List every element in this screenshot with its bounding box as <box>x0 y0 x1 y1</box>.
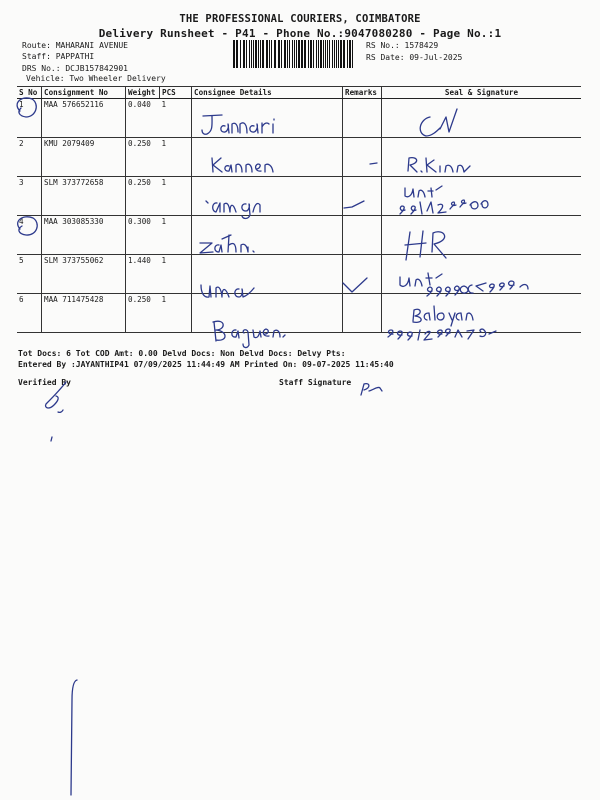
barcode-bar <box>233 40 235 68</box>
barcode-bar <box>329 40 330 68</box>
staff-label: Staff: PAPPATHI <box>22 52 95 61</box>
verified-signature-mark <box>46 382 66 441</box>
cell-sno: 6 <box>17 294 42 333</box>
barcode-bar <box>327 40 328 68</box>
staff-signature-mark <box>361 384 382 395</box>
barcode-bar <box>284 40 286 68</box>
cell-consignee <box>192 255 343 294</box>
cell-consignee <box>192 99 343 138</box>
barcode-bar <box>294 40 295 68</box>
col-remarks: Remarks <box>343 87 382 99</box>
barcode-bar <box>287 40 288 68</box>
col-weight: Weight <box>126 87 160 99</box>
barcode-bar <box>246 40 247 68</box>
cell-signature <box>382 294 582 333</box>
barcode-bar <box>347 40 348 68</box>
col-consignment: Consignment No <box>42 87 126 99</box>
vehicle-label: Vehicle: Two Wheeler Delivery <box>26 74 166 83</box>
cell-consignment: MAA 711475428 <box>42 294 126 333</box>
cell-consignee <box>192 177 343 216</box>
cell-consignment: SLM 373772658 <box>42 177 126 216</box>
cell-consignment: MAA 303085330 <box>42 216 126 255</box>
cell-remarks <box>343 294 382 333</box>
barcode-bar <box>240 40 241 68</box>
cell-remarks <box>343 177 382 216</box>
cell-sno: 1 <box>17 99 42 138</box>
table-row <box>17 99 581 138</box>
totals-line: Tot Docs: 6 Tot COD Amt: 0.00 Delvd Docs: Non Delvd Docs: Delvy Pts: <box>18 349 346 358</box>
stray-pen-mark <box>71 680 77 795</box>
barcode-bar <box>334 40 335 68</box>
staff-signature-label: Staff Signature <box>279 378 352 387</box>
barcode-bar <box>308 40 309 68</box>
barcode-bar <box>281 40 282 68</box>
barcode-bar <box>269 40 270 68</box>
barcode-bar <box>318 40 319 68</box>
cell-weight: 0.250 <box>126 177 160 216</box>
table-header-row <box>17 87 581 99</box>
cell-sno: 2 <box>17 138 42 177</box>
barcode-bar <box>332 40 333 68</box>
cell-consignee <box>192 216 343 255</box>
barcode-bar <box>258 40 259 68</box>
cell-weight: 1.440 <box>126 255 160 294</box>
barcode-bar <box>243 40 245 68</box>
company-title: THE PROFESSIONAL COURIERS, COIMBATORE <box>179 13 421 25</box>
cell-pcs: 1 <box>160 99 192 138</box>
col-consignee: Consignee Details <box>192 87 343 99</box>
cell-pcs: 1 <box>160 138 192 177</box>
barcode-bar <box>310 40 312 68</box>
cell-pcs: 1 <box>160 177 192 216</box>
barcode-bar <box>296 40 297 68</box>
cell-remarks <box>343 138 382 177</box>
cell-consignment: MAA 576652116 <box>42 99 126 138</box>
cell-weight: 0.250 <box>126 294 160 333</box>
cell-sno: 5 <box>17 255 42 294</box>
cell-remarks <box>343 99 382 138</box>
cell-weight: 0.040 <box>126 99 160 138</box>
barcode-bar <box>320 40 322 68</box>
runsheet-subtitle: Delivery Runsheet - P41 - Phone No.:9047080280 - Page No.:1 <box>98 27 502 40</box>
barcode-bar <box>323 40 324 68</box>
barcode-bar <box>262 40 264 68</box>
barcode-bar <box>336 40 337 68</box>
barcode-bar <box>298 40 300 68</box>
barcode-bar <box>338 40 339 68</box>
barcode-bar <box>304 40 306 68</box>
barcode-bar <box>349 40 351 68</box>
cell-sno: 3 <box>17 177 42 216</box>
rs-date: RS Date: 09-Jul-2025 <box>366 53 463 62</box>
cell-pcs: 1 <box>160 216 192 255</box>
barcode-bar <box>236 40 238 68</box>
cell-weight: 0.300 <box>126 216 160 255</box>
barcode-bar <box>325 40 326 68</box>
cell-remarks <box>343 255 382 294</box>
cell-signature <box>382 138 582 177</box>
drs-number: DRS No.: DCJB157842901 <box>22 64 128 73</box>
barcode-bar <box>278 40 280 68</box>
cell-remarks <box>343 216 382 255</box>
cell-signature <box>382 255 582 294</box>
barcode-bar <box>313 40 314 68</box>
barcode-bar <box>271 40 272 68</box>
col-sno: S No <box>17 87 42 99</box>
barcode-bar <box>301 40 303 68</box>
barcode-bar <box>266 40 268 68</box>
cell-consignment: SLM 373755062 <box>42 255 126 294</box>
route-label: Route: MAHARANI AVENUE <box>22 41 128 50</box>
barcode <box>232 40 356 68</box>
barcode-bar <box>249 40 250 68</box>
cell-signature <box>382 216 582 255</box>
table-row <box>17 138 581 177</box>
cell-pcs: 1 <box>160 294 192 333</box>
cell-consignee <box>192 138 343 177</box>
verified-by-label: Verified By <box>18 378 71 387</box>
barcode-bar <box>251 40 252 68</box>
cell-pcs: 1 <box>160 255 192 294</box>
barcode-bar <box>274 40 276 68</box>
cell-signature <box>382 99 582 138</box>
col-pcs: PCS <box>160 87 192 99</box>
barcode-bar <box>289 40 290 68</box>
col-signature: Seal & Signature <box>382 87 582 99</box>
barcode-bar <box>253 40 254 68</box>
delivery-table <box>17 86 581 333</box>
cell-consignee <box>192 294 343 333</box>
entered-by-line: Entered By :JAYANTHIP41 07/09/2025 11:44:49 AM Printed On: 09-07-2025 11:45:40 <box>18 360 394 369</box>
barcode-bar <box>343 40 345 68</box>
cell-signature <box>382 177 582 216</box>
rs-number: RS No.: 1578429 <box>366 41 439 50</box>
table-row <box>17 255 581 294</box>
barcode-bar <box>352 40 353 68</box>
table-row <box>17 177 581 216</box>
table-row <box>17 294 581 333</box>
cell-sno: 4 <box>17 216 42 255</box>
barcode-bar <box>292 40 293 68</box>
cell-weight: 0.250 <box>126 138 160 177</box>
barcode-bar <box>260 40 261 68</box>
barcode-bar <box>316 40 317 68</box>
barcode-bar <box>255 40 257 68</box>
cell-consignment: KMU 2079409 <box>42 138 126 177</box>
barcode-bar <box>340 40 342 68</box>
table-row <box>17 216 581 255</box>
